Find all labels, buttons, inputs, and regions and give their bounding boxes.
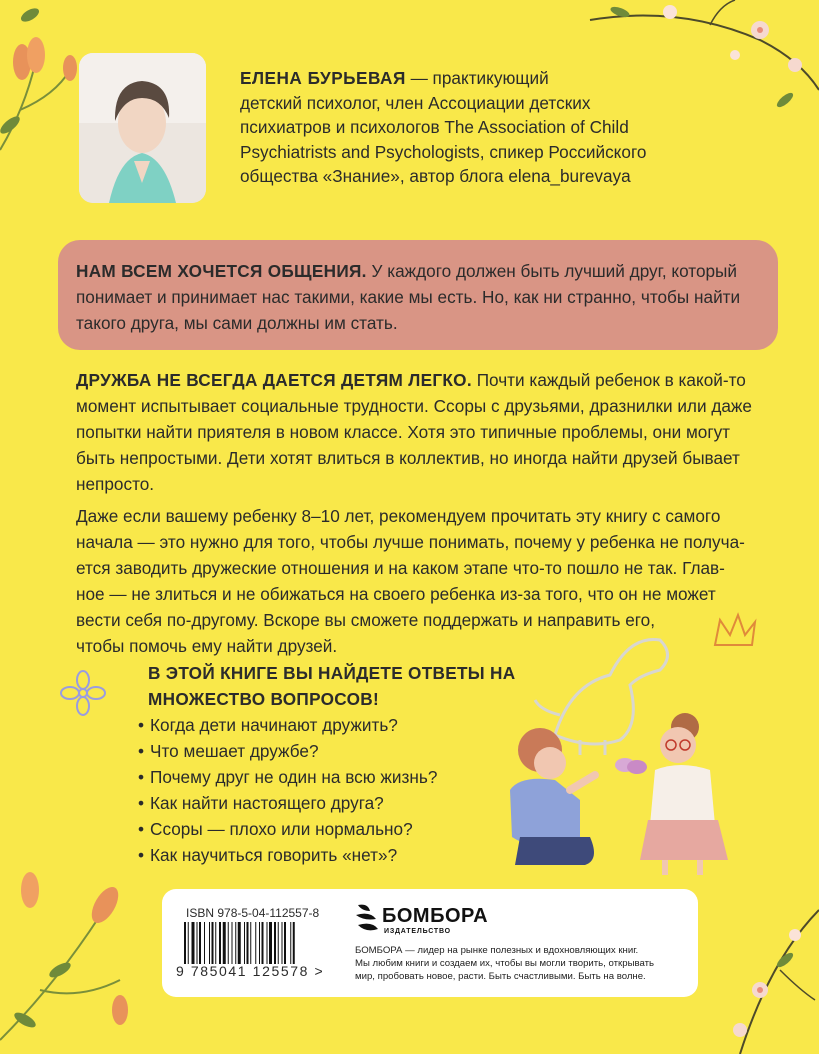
highlight-line: У каждого должен быть лучший друг, который (366, 261, 738, 281)
paragraph-recommendation (76, 503, 766, 659)
paragraph-line: быть непростыми. Дети хотят влиться в коллектив, но иногда найти друзей бывает (76, 448, 740, 468)
paragraph-line: непросто. (76, 474, 155, 494)
barcode-icon (184, 922, 334, 964)
barcode-number: 9 785041 125578 > (176, 963, 325, 979)
publisher-name: БОМБОРА (382, 905, 489, 927)
author-bio-line: общества «Знание», автор блога elena_burevaya (240, 166, 631, 186)
paragraph-line: попытки найти приятеля в новом классе. Хотя это типичные проблемы, они могут (76, 422, 731, 442)
highlight-text (76, 258, 776, 336)
list-item: • Что мешает дружбе? (138, 738, 437, 764)
list-item: • Почему друг не один на всю жизнь? (138, 764, 437, 790)
questions-title (148, 660, 588, 712)
paragraph-line: Почти каждый ребенок в какой-то (471, 370, 746, 390)
publisher-description-line: БОМБОРА — лидер на рынке полезных и вдохновляющих книг. (355, 945, 639, 956)
paragraph-line: Даже если вашему ребенку 8–10 лет, рекомендуем прочитать эту книгу с самого (76, 506, 721, 526)
paragraph-friendship (76, 367, 766, 497)
list-item: • Ссоры — плохо или нормально? (138, 816, 437, 842)
author-bio (240, 66, 760, 189)
author-bio-line: — практикующий (405, 68, 549, 88)
paragraph-line: вести себя по-другому. Вскоре вы сможете поддержать и направить его, (76, 610, 655, 630)
publisher-description-line: мир, пробовать новое, расти. Быть счастливыми. Быть на волне. (355, 971, 646, 982)
author-name: ЕЛЕНА БУРЬЕВАЯ (240, 68, 406, 88)
isbn-text: ISBN 978-5-04-112557-8 (186, 906, 320, 920)
paragraph-line: начала — это нужно для того, чтобы лучше понимать, почему у ребенка не получа- (76, 532, 745, 552)
publisher-description (355, 944, 685, 983)
paragraph-lead: ДРУЖБА НЕ ВСЕГДА ДАЕТСЯ ДЕТЯМ ЛЕГКО. (76, 370, 472, 390)
publisher-logo-icon (354, 903, 380, 935)
paragraph-line: чтобы помочь ему найти друзей. (76, 636, 338, 656)
questions-title-line: В ЭТОЙ КНИГЕ ВЫ НАЙДЕТЕ ОТВЕТЫ НА (148, 663, 516, 683)
author-bio-line: Psychiatrists and Psychologists, спикер Российского (240, 141, 647, 162)
author-bio-line: психиатров и психологов The Association of Child (240, 117, 629, 137)
paragraph-line: момент испытывает социальные трудности. Ссоры с друзьями, дразнилки или даже (76, 396, 752, 416)
flower-decoration-bottom-right (700, 890, 819, 1054)
paragraph-line: ное — не злиться и не обижаться на своего ребенка из-за того, что он не может (76, 584, 716, 604)
questions-title-line: МНОЖЕСТВО ВОПРОСОВ! (148, 689, 379, 709)
small-flower-doodle (58, 668, 108, 718)
paragraph-line: ется заводить дружеские отношения и на каком этапе что-то пошло не так. Глав- (76, 558, 725, 578)
questions-list (138, 712, 437, 868)
flower-decoration-bottom-left (0, 860, 160, 1054)
author-photo (79, 53, 206, 203)
highlight-line: такого друга, мы сами должны им стать. (76, 313, 398, 333)
highlight-lead: НАМ ВСЕМ ХОЧЕТСЯ ОБЩЕНИЯ. (76, 261, 367, 281)
list-item: • Как найти настоящего друга? (138, 790, 437, 816)
publisher-description-line: Мы любим книги и создаем их, чтобы вы могли творить, открывать (355, 958, 654, 969)
list-item: • Как научиться говорить «нет»? (138, 842, 437, 868)
publisher-subtitle: ИЗДАТЕЛЬСТВО (384, 928, 451, 935)
list-item: • Когда дети начинают дружить? (138, 712, 437, 738)
highlight-line: понимает и принимает нас такими, какие мы есть. Но, как ни странно, чтобы найти (76, 287, 741, 307)
author-bio-line: детский психолог, член Ассоциации детских (240, 92, 591, 113)
